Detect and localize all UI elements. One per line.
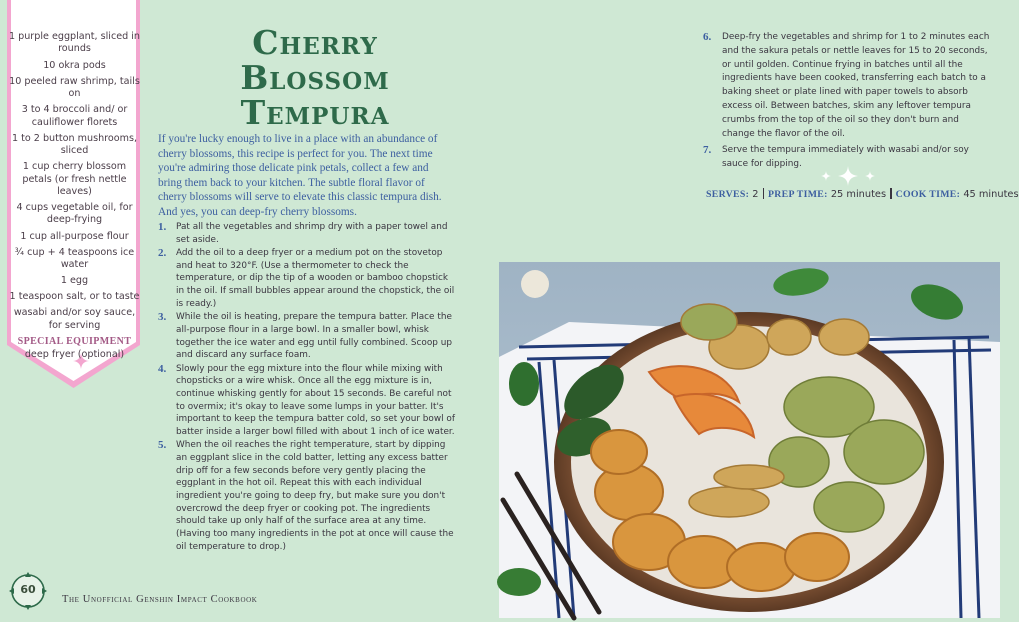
ingredient-item: 3 to 4 broccoli and/ or cauliflower florets (21, 104, 128, 128)
step-number: 6. (703, 31, 712, 43)
step-text: While the oil is heating, prepare the tempura batter. Place the all-purpose flour in a large bowl. In a smaller bowl, whisk together the ice water and egg until fully combined. Scoop up and discard any surface foam. (176, 312, 452, 361)
serves-label: SERVES: (706, 189, 750, 200)
step-number: 7. (703, 144, 712, 157)
prep-time-label: PREP TIME: (768, 189, 828, 200)
step-item (158, 221, 458, 246)
step-text: Slowly pour the egg mixture into the flour while mixing with chopsticks or a wire whisk. Once all the egg mixture is in, continue whisking gently for about 15 seconds. Be careful not to overmix; it's okay to leave some lumps in your batter. It's important to keep the tempura batter cold, so set your bowl of batter inside a larger bowl filled with about 1 inch of ice water. (176, 363, 455, 437)
ingredient-item: wasabi and/or soy sauce, for serving (13, 307, 136, 331)
divider (890, 188, 892, 199)
ingredient-item: ¾ cup + 4 teaspoons ice water (14, 246, 135, 270)
recipe-intro: If you're lucky enough to live in a place with an abundance of cherry blossoms, this recipe is perfect for you. The next time you're admiring those delicate pink petals, collect a few and bring them back to your kitchen. The subtle floral flavor of cherry blossoms will serve to elevate this classic tempura dish. And yes, you can deep-fry cherry blossoms. (158, 133, 442, 218)
step-number: 1. (158, 221, 167, 233)
title-line: Cherry (252, 23, 378, 62)
special-equipment-item: deep fryer (optional) (24, 348, 125, 360)
prep-time-value: 25 minutes (830, 189, 887, 200)
serves-value: 2 (752, 189, 759, 200)
ingredient-item: 1 egg (60, 275, 89, 287)
ingredient-item: 1 to 2 button mushrooms, sliced (11, 132, 138, 156)
ingredient-list (8, 31, 141, 365)
ingredient-item: 4 cups vegetable oil, for deep-frying (16, 202, 133, 226)
sparkle-icon (820, 166, 876, 186)
recipe-title (200, 25, 430, 130)
steps-column-right (703, 31, 993, 172)
ingredient-item: 10 peeled raw shrimp, tails on (9, 75, 140, 99)
title-line: Blossom (240, 58, 390, 97)
step-number: 4. (158, 362, 167, 375)
ingredient-item: 10 okra pods (43, 59, 106, 71)
step-number: 2. (158, 247, 167, 260)
ingredient-item: 1 cup cherry blossom petals (or fresh nettle leaves) (22, 161, 127, 197)
step-text: Deep-fry the vegetables and shrimp for 1 to 2 minutes each and the sakura petals or nettle leaves for 15 to 20 seconds, or until golden. Continue frying in batches until all the ingredients have been cooked, transferring each batch to a baking sheet or plate lined with paper towels to absorb excess oil. Between batches, skim any leftover tempura crumbs from the top of the oil so they don't burn and change the flavor of the oil. (722, 32, 990, 139)
page-number: 60 (20, 583, 36, 596)
ingredient-item: 1 cup all-purpose flour (20, 230, 129, 242)
special-equipment-title: SPECIAL EQUIPMENT (17, 336, 132, 348)
recipe-meta (706, 188, 1019, 200)
step-number: 3. (158, 311, 167, 324)
cook-time-label: COOK TIME: (895, 189, 961, 200)
cook-time-value: 45 minutes (963, 189, 1019, 200)
step-text: Serve the tempura immediately with wasabi and/or soy sauce for dipping. (722, 145, 969, 170)
title-line: Tempura (240, 93, 390, 132)
step-number: 5. (158, 439, 167, 452)
step-text: Add the oil to a deep fryer or a medium pot on the stovetop and heat to 320°F. (Use a thermometer to check the temperature, or dip the tip of a wooden or bamboo chopstick in the oil. If small bubbles appear around the chopstick, the oil is ready.) (176, 248, 455, 309)
step-item (158, 247, 458, 310)
tempura-photo (499, 262, 1000, 618)
book-title-footer: The Unofficial Genshin Impact Cookbook (62, 594, 258, 605)
ingredient-item: 1 teaspoon salt, or to taste (9, 291, 140, 303)
steps-column-left (158, 221, 458, 554)
step-item (158, 311, 458, 362)
ingredient-item: 1 purple eggplant, sliced in rounds (8, 31, 141, 55)
divider (763, 188, 765, 199)
step-item (703, 31, 993, 141)
step-item (158, 363, 458, 439)
step-item (158, 439, 458, 553)
step-text: Pat all the vegetables and shrimp dry with a paper towel and set aside. (176, 222, 448, 245)
step-text: When the oil reaches the right temperature, start by dipping an eggplant slice in the cold batter, letting any excess batter drip off for a few seconds before very gently placing the eggplant in the hot oil. Repeat this with each individual ingredient you're going to deep fry, but make sure you don't overcrowd the deep fryer or cooking pot. The ingredients should take up only half of the surface area at any time. (Having too many ingredients in the pot at once will cause the oil temperature to drop.) (176, 440, 454, 552)
tempura-plate-image (499, 262, 1000, 618)
